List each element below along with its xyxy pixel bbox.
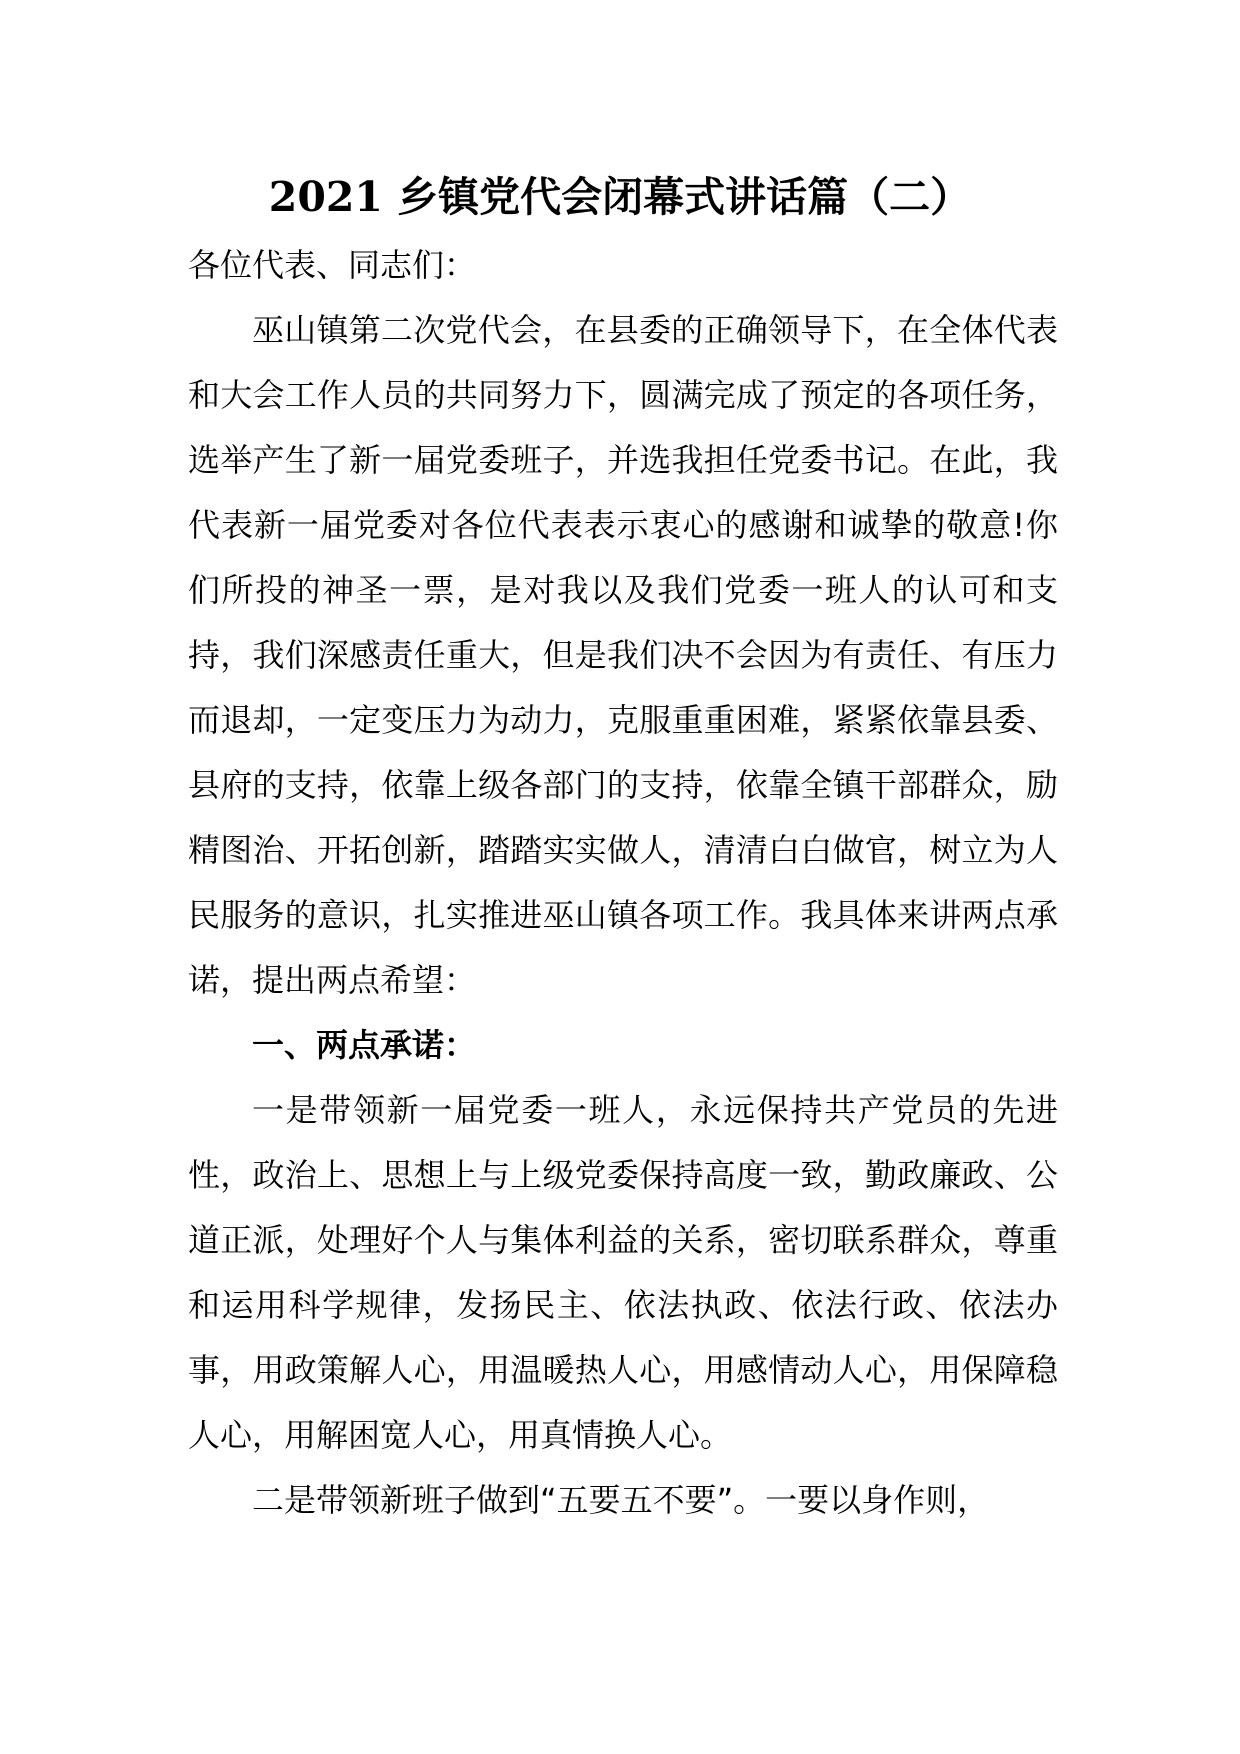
paragraph: 巫山镇第二次党代会，在县委的正确领导下，在全体代表和大会工作人员的共同努力下，圆满完成了预定的各项任务，选举产生了新一届党委班子，并选我担任党委书记。在此，我代表新一届党委对各位代表表示衷心的感谢和诚挚的敬意!你们所投的神圣一票，是对我以及我们党委一班人的认可和支持，我们深感责任重大，但是我们决不会因为有责任、有压力而退却，一定变压力为动力，克服重重困难，紧紧依靠县委、县府的支持，依靠上级各部门的支持，依靠全镇干部群众，励精图治、开拓创新，踏踏实实做人，清清白白做官，树立为人民服务的意识，扎实推进巫山镇各项工作。我具体来讲两点承诺，提出两点希望： [188,311,1058,999]
paragraph: 一是带领新一届党委一班人，永远保持共产党员的先进性，政治上、思想上与上级党委保持高度一致，勤政廉政、公道正派，处理好个人与集体利益的关系，密切联系群众，尊重和运用科学规律，发扬民主、依法执政、依法行政、依法办事，用政策解人心，用温暖热人心，用感情动人心，用保障稳人心，用解困宽人心，用真情换人心。 [188,1091,1058,1454]
salutation: 各位代表、同志们： [188,246,477,284]
document-title: 2021 乡镇党代会闭幕式讲话篇（二） [268,173,972,221]
section-heading: 一、两点承诺： [252,1026,477,1064]
document-body [188,233,1058,1533]
paragraph: 二是带领新班子做到“五要五不要”。一要以身作则， [252,1481,990,1519]
